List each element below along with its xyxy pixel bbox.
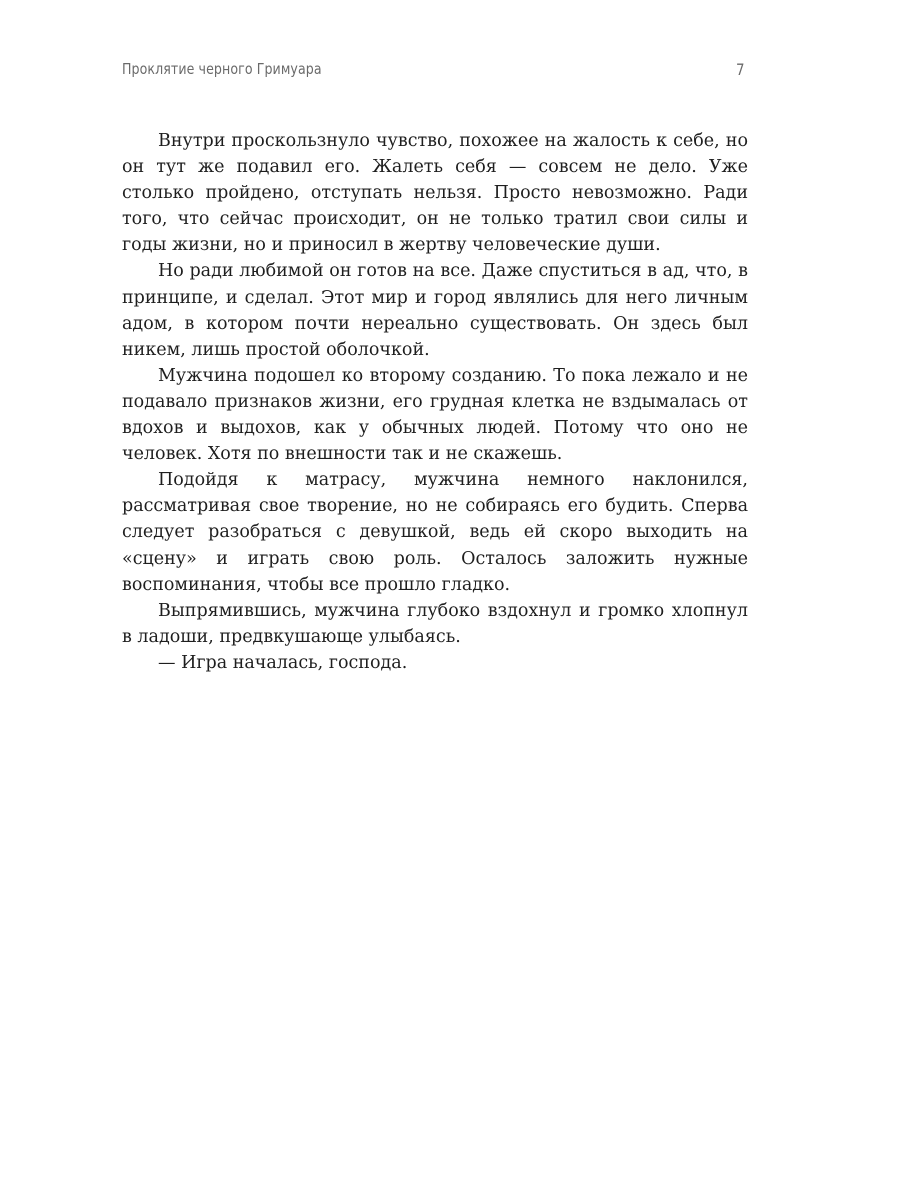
body-text bbox=[122, 128, 748, 676]
paragraph: Мужчина подошел ко второму созданию. То пока лежало и не подавало признаков жизни, его грудная клетка не вздымалась от вдохов и выдохов, как у обычных людей. Потому что оно не человек. Хотя по внешности так и не скажешь. bbox=[122, 365, 748, 465]
running-title: Проклятие черного Гримуара bbox=[122, 60, 322, 78]
paragraph: Подойдя к матрасу, мужчина немного наклонился, рассматривая свое творение, но не собираясь его будить. Сперва следует разобраться с девушкой, ведь ей скоро выходить на «сцену» и играть свою роль. Осталось заложить нужные воспоминания, чтобы все прошло гладко. bbox=[122, 470, 748, 595]
dialogue-line: — Игра началась, господа. bbox=[158, 652, 408, 673]
paragraph: Внутри проскользнуло чувство, похожее на жалость к себе, но он тут же подавил его. Жалеть себя — совсем не дело. Уже столько пройдено, отступать нельзя. Просто невозможно. Ради того, что сейчас происходит, он не только тратил свои силы и годы жизни, но и приносил в жертву человеческие души. bbox=[122, 131, 748, 256]
paragraph: Но ради любимой он готов на все. Даже спуститься в ад, что, в принципе, и сделал. Этот мир и город являлись для него личным адом, в котором почти нереально существовать. Он здесь был никем, лишь простой оболочкой. bbox=[122, 261, 748, 360]
page-number: 7 bbox=[736, 60, 745, 79]
paragraph: Выпрямившись, мужчина глубоко вздохнул и громко хлопнул в ладоши, предвкушающе улыбаясь. bbox=[122, 600, 748, 647]
